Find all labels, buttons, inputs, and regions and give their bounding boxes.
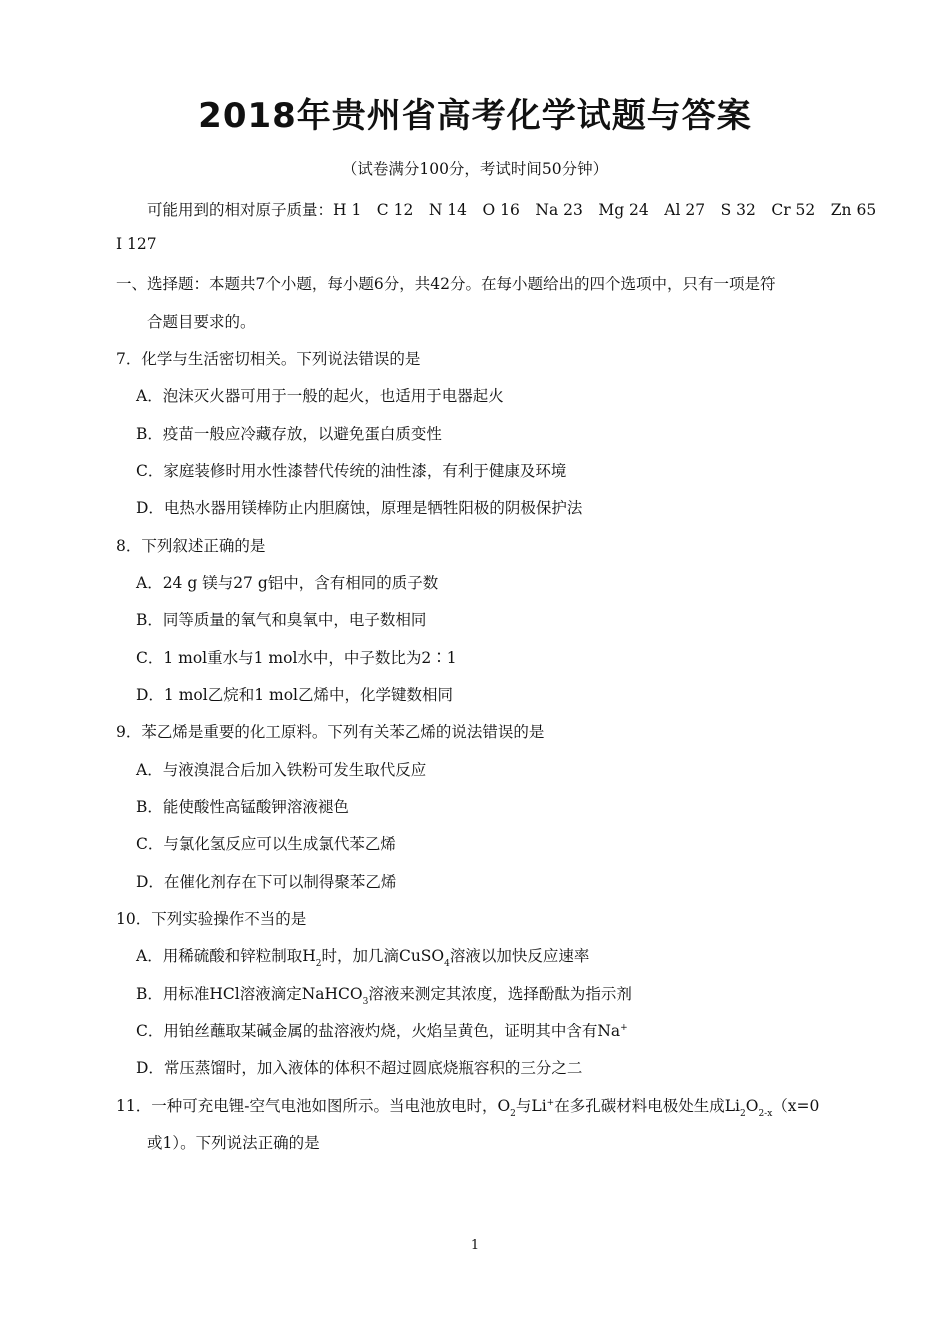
q7-option-c: C．家庭装修时用水性漆替代传统的油性漆，有利于健康及环境 [136,462,567,480]
q8-option-d: D．1 mol乙烷和1 mol乙烯中，化学键数相同 [136,686,453,704]
q7-option-a: A．泡沫灭火器可用于一般的起火，也适用于电器起火 [136,387,504,405]
section1-heading: 一、选择题：本题共7个小题，每小题6分，共42分。在每小题给出的四个选项中，只有一项是符 [116,275,776,293]
q8-option-a: A．24 g 镁与27 g铝中，含有相同的质子数 [136,574,439,592]
exam-info: （试卷满分100分，考试时间50分钟） [341,160,609,178]
q9-stem: 9．苯乙烯是重要的化工原料。下列有关苯乙烯的说法错误的是 [116,723,545,741]
q7-option-d: D．电热水器用镁棒防止内胆腐蚀，原理是牺牲阳极的阴极保护法 [136,499,583,517]
q11-stem-cont: 或1）。下列说法正确的是 [147,1134,320,1152]
q8-option-b: B．同等质量的氧气和臭氧中，电子数相同 [136,611,427,629]
q8-stem: 8．下列叙述正确的是 [116,537,266,555]
page-number: 1 [470,1238,480,1253]
q10-option-d: D．常压蒸馏时，加入液体的体积不超过圆底烧瓶容积的三分之二 [136,1059,583,1077]
q10-stem: 10．下列实验操作不当的是 [116,910,307,928]
q9-option-a: A．与液溴混合后加入铁粉可发生取代反应 [136,761,427,779]
q9-option-b: B．能使酸性高锰酸钾溶液褪色 [136,798,349,816]
page-title: 2018年贵州省高考化学试题与答案 [198,96,752,136]
q8-option-c: C．1 mol重水与1 mol水中，中子数比为2∶1 [136,649,457,667]
q10-option-a: A．用稀硫酸和锌粒制取$H_2$时，加几滴CuSO$_4$溶液以加快反应速率 [136,947,590,969]
atomic-masses-line2: I 127 [116,235,157,253]
q9-option-d: D．在催化剂存在下可以制得聚苯乙烯 [136,873,397,891]
q7-option-b: B．疫苗一般应冷藏存放，以避免蛋白质变性 [136,425,442,443]
q10-option-c: C．用铂丝蘸取某碱金属的盐溶液灼烧，火焰呈黄色，证明其中含有Na+ [136,1022,628,1040]
section1-heading-cont: 合题目要求的。 [147,313,256,331]
q10-option-b: B．用标准HCl溶液滴定NaHCO$_3$溶液来测定其浓度，选择酚酞为指示剂 [136,985,632,1007]
q11-stem: 11．一种可充电锂-空气电池如图所示。当电池放电时，$O_2$与Li+在多孔碳材料电极处生成$Li_2O_{2-x}(x=0$ [116,1097,820,1119]
q9-option-c: C．与氯化氢反应可以生成氯代苯乙烯 [136,835,396,853]
atomic-masses-line1: 可能用到的相对原子质量：H 1 C 12 N 14 O 16 Na 23 Mg 24 Al 27 S 32 Cr 52 Zn 65 [147,201,877,219]
q7-stem: 7．化学与生活密切相关。下列说法错误的是 [116,350,421,368]
